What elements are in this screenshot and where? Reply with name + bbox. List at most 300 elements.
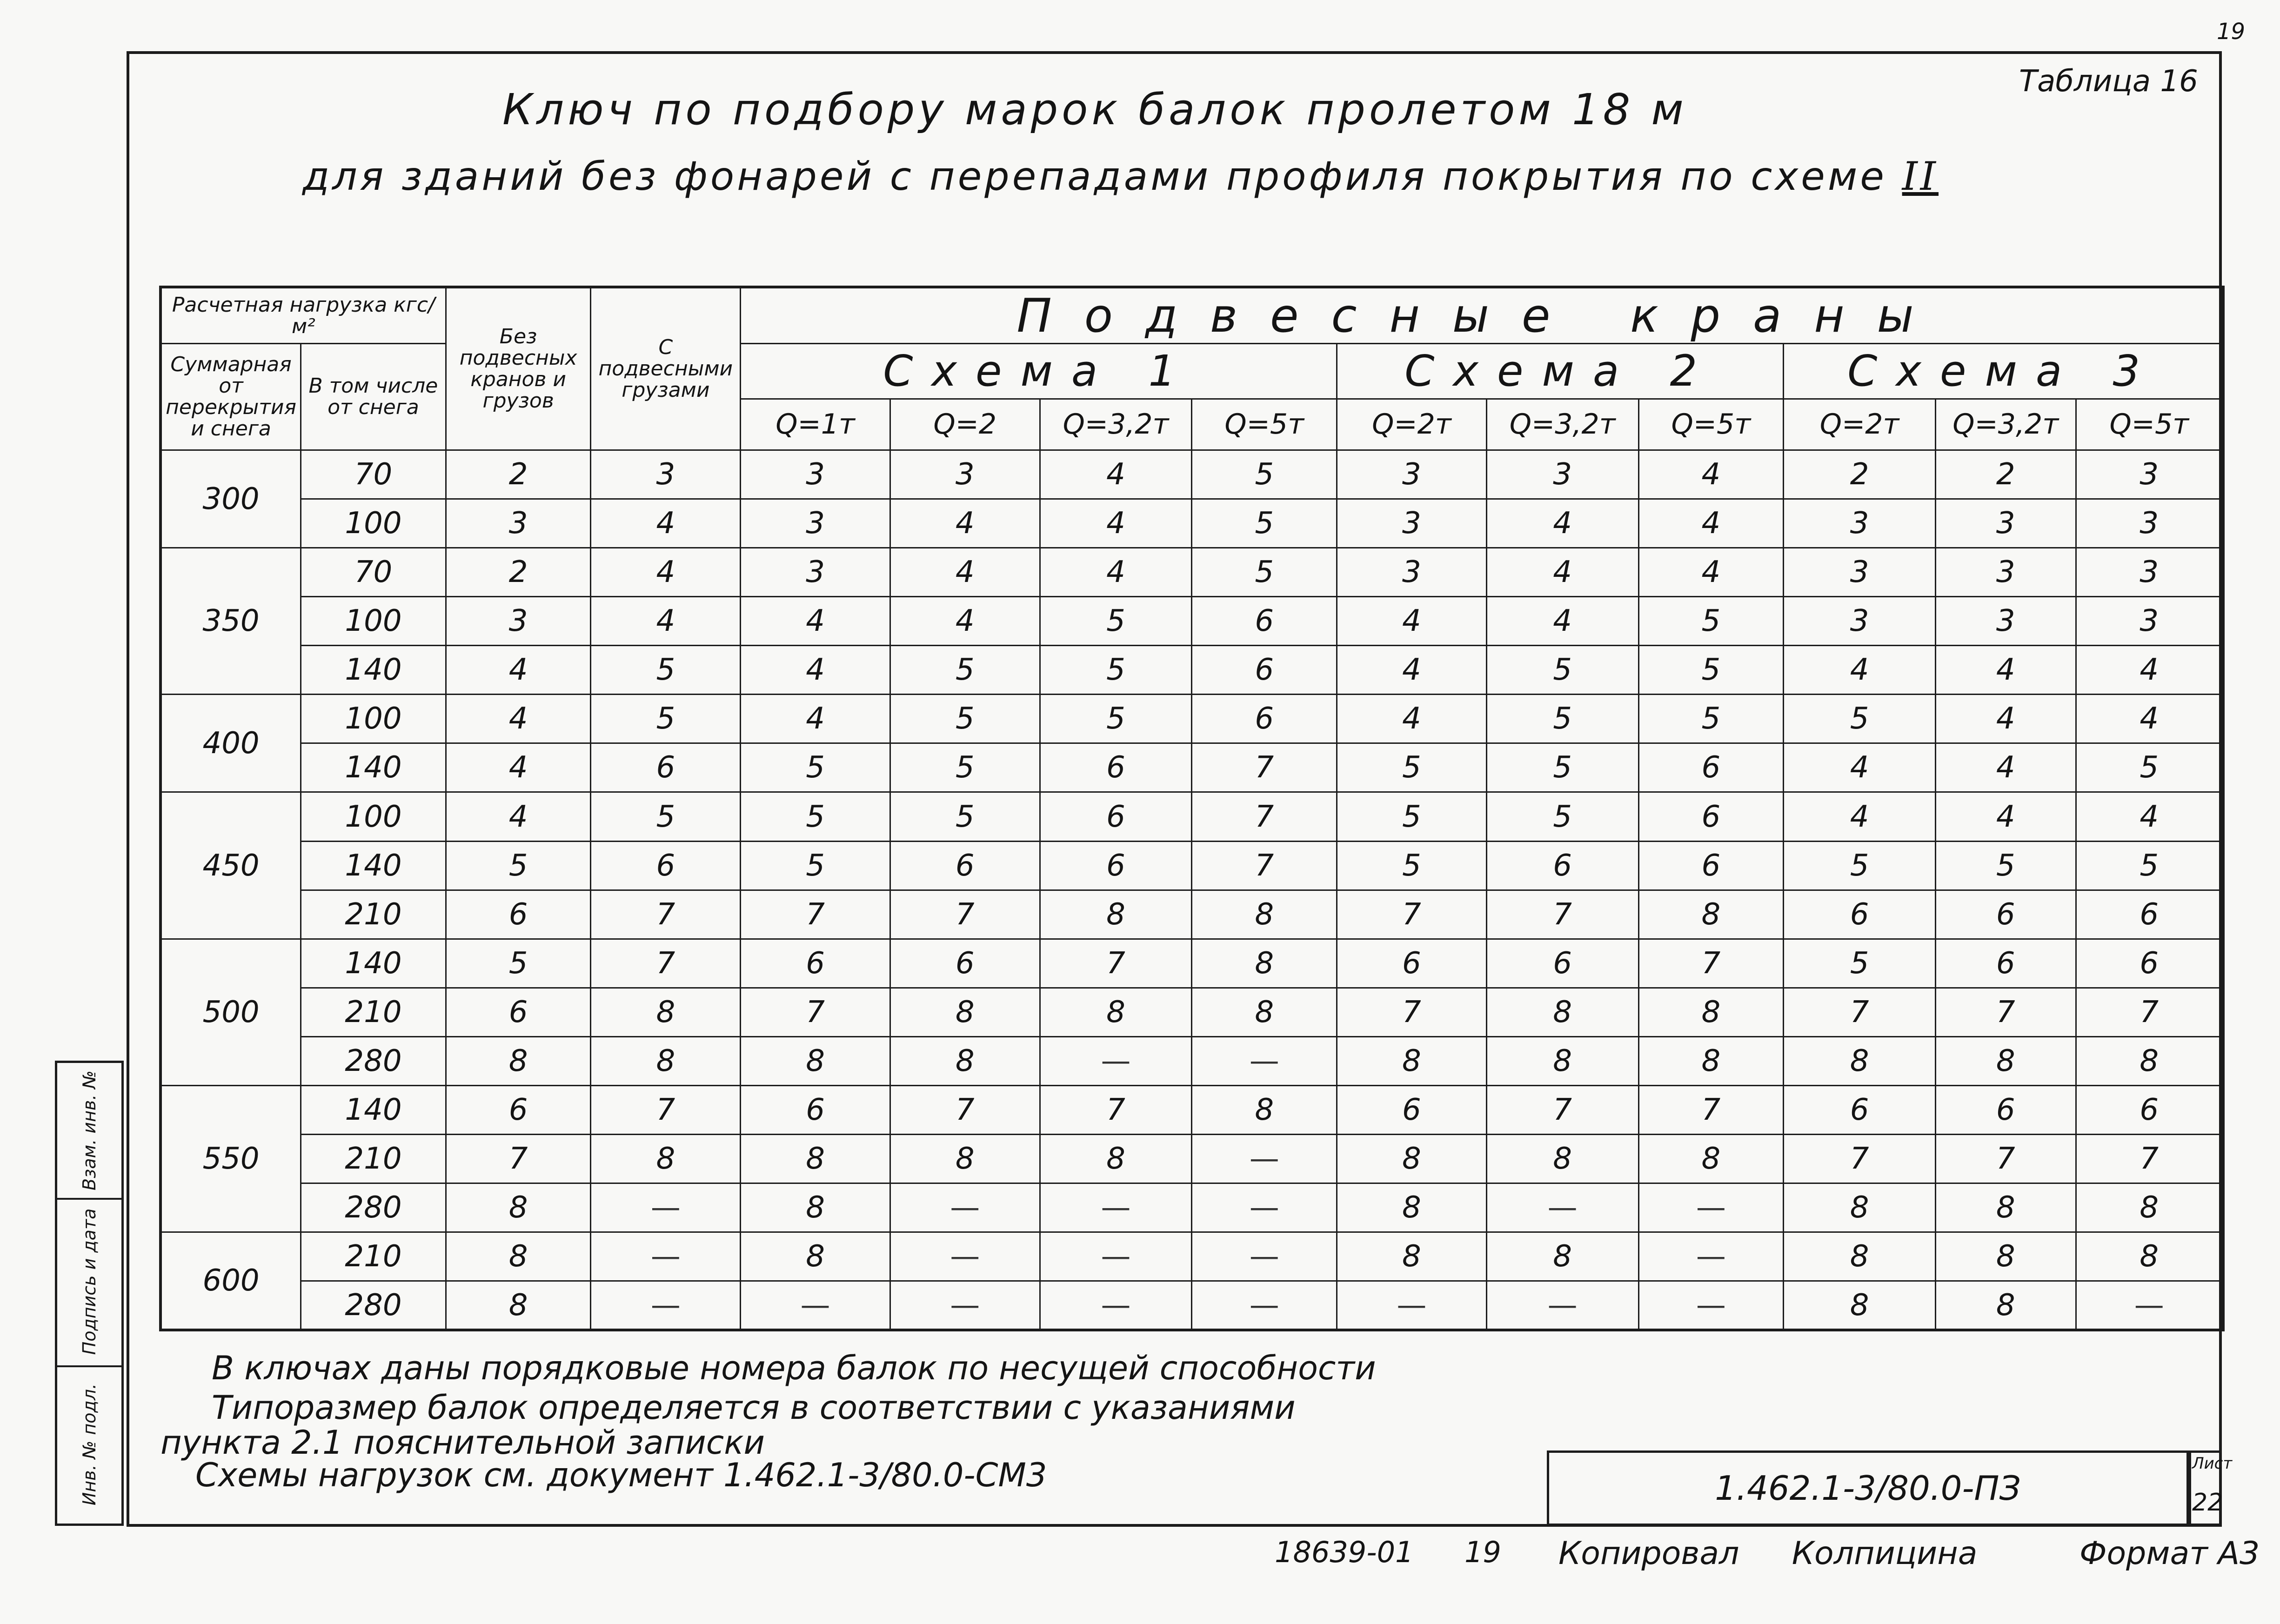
total-load-cell: 450 xyxy=(160,792,301,939)
snow-load-cell: 210 xyxy=(301,1135,446,1183)
beam-number-cell: 8 xyxy=(1337,1183,1487,1232)
table-row xyxy=(160,988,2223,1036)
beam-number-cell: 5 xyxy=(1040,695,1192,743)
side-cell xyxy=(57,1063,121,1200)
beam-number-cell: 8 xyxy=(1935,1281,2076,1330)
beam-number-cell: 3 xyxy=(446,499,591,548)
beam-number-cell: 5 xyxy=(446,841,591,890)
footer-page: 19 xyxy=(1464,1535,1501,1569)
header-with-loads: С подвесными грузами xyxy=(591,287,741,450)
beam-number-cell: 5 xyxy=(1638,597,1784,646)
beam-number-cell: 8 xyxy=(1784,1036,1936,1085)
beam-number-cell: 8 xyxy=(1935,1232,2076,1281)
beam-number-cell: 6 xyxy=(446,1085,591,1134)
beam-number-cell: 8 xyxy=(591,1135,741,1183)
beam-number-cell: 3 xyxy=(1935,548,2076,597)
table-row xyxy=(160,1281,2223,1330)
beam-number-cell: — xyxy=(591,1232,741,1281)
beam-number-cell: — xyxy=(591,1281,741,1330)
total-load-cell: 350 xyxy=(160,548,301,695)
beam-number-cell: 7 xyxy=(591,1085,741,1134)
beam-number-cell: 4 xyxy=(1935,792,2076,841)
beam-number-cell: 3 xyxy=(1935,597,2076,646)
beam-number-cell: 5 xyxy=(741,743,890,792)
header-cranes: Подвесные краны xyxy=(741,287,2223,344)
beam-number-cell: — xyxy=(591,1183,741,1232)
document-code: 1.462.1-3/80.0-ПЗ xyxy=(1715,1469,2021,1508)
beam-number-cell: 5 xyxy=(890,646,1040,695)
beam-number-cell: 8 xyxy=(1337,1232,1487,1281)
beam-number-cell: 4 xyxy=(446,792,591,841)
beam-number-cell: 6 xyxy=(1638,792,1784,841)
beam-number-cell: 4 xyxy=(1040,499,1192,548)
footer-format: Формат А3 xyxy=(2079,1535,2260,1572)
beam-number-cell: 4 xyxy=(1935,646,2076,695)
beam-number-cell: 7 xyxy=(1337,988,1487,1036)
beam-number-cell: 8 xyxy=(1192,939,1337,988)
beam-number-cell: 6 xyxy=(1784,1085,1936,1134)
beam-number-cell: — xyxy=(890,1232,1040,1281)
beam-number-cell: 5 xyxy=(890,743,1040,792)
header-scheme-1: Схема 1 xyxy=(741,344,1337,399)
note-2: Типоразмер балок определяется в соответствии с указаниями xyxy=(212,1389,1296,1427)
beam-number-cell: 4 xyxy=(2076,695,2223,743)
beam-number-cell: — xyxy=(1486,1281,1638,1330)
table-row xyxy=(160,1036,2223,1085)
title-line-2-text: для зданий без фонарей с перепадами профиля покрытия по схеме xyxy=(302,154,1887,199)
beam-number-cell: — xyxy=(2076,1281,2223,1330)
header-capacity: Q=5т xyxy=(2076,399,2223,450)
beam-number-cell: 8 xyxy=(446,1183,591,1232)
table-row xyxy=(160,743,2223,792)
beam-number-cell: — xyxy=(1638,1232,1784,1281)
snow-load-cell: 100 xyxy=(301,597,446,646)
page-mark: 19 xyxy=(2217,19,2246,45)
sheet-label: Лист xyxy=(2192,1454,2233,1473)
beam-number-cell: 5 xyxy=(1638,646,1784,695)
title-line-1: Ключ по подбору марок балок пролетом 18 м xyxy=(502,85,1687,134)
beam-number-cell: 3 xyxy=(1486,450,1638,499)
beam-number-cell: 7 xyxy=(446,1135,591,1183)
beam-number-cell: 3 xyxy=(2076,548,2223,597)
beam-number-cell: 5 xyxy=(1784,695,1936,743)
snow-load-cell: 280 xyxy=(301,1036,446,1085)
beam-number-cell: 5 xyxy=(1935,841,2076,890)
beam-number-cell: 8 xyxy=(890,1036,1040,1085)
footer-code-number: 18639-01 xyxy=(1275,1535,1414,1569)
beam-number-cell: 8 xyxy=(741,1232,890,1281)
beam-number-cell: 5 xyxy=(1192,548,1337,597)
beam-number-cell: 4 xyxy=(1935,743,2076,792)
snow-load-cell: 140 xyxy=(301,646,446,695)
table-row xyxy=(160,499,2223,548)
beam-number-cell: 8 xyxy=(1784,1183,1936,1232)
table-row xyxy=(160,841,2223,890)
beam-number-cell: 6 xyxy=(1192,695,1337,743)
beam-number-cell: 8 xyxy=(1040,890,1192,939)
beam-number-cell: 8 xyxy=(2076,1036,2223,1085)
beam-number-cell: 8 xyxy=(1337,1036,1487,1085)
beam-number-cell: 2 xyxy=(446,548,591,597)
beam-number-cell: 8 xyxy=(1486,1036,1638,1085)
scheme-numeral: II xyxy=(1902,154,1939,199)
table-row xyxy=(160,597,2223,646)
beam-number-cell: 7 xyxy=(1638,939,1784,988)
beam-number-cell: 6 xyxy=(1192,646,1337,695)
beam-number-cell: — xyxy=(1638,1183,1784,1232)
beam-number-cell: 4 xyxy=(1337,597,1487,646)
beam-number-cell: 7 xyxy=(2076,1135,2223,1183)
total-load-cell: 550 xyxy=(160,1085,301,1232)
header-snow: В том числе от снега xyxy=(301,344,446,450)
beam-number-cell: 5 xyxy=(1486,743,1638,792)
snow-load-cell: 100 xyxy=(301,499,446,548)
beam-number-cell: 6 xyxy=(1638,841,1784,890)
beam-number-cell: — xyxy=(741,1281,890,1330)
beam-number-cell: 7 xyxy=(1486,1085,1638,1134)
beam-number-cell: 5 xyxy=(741,841,890,890)
beam-number-cell: 4 xyxy=(1638,499,1784,548)
table-row xyxy=(160,1085,2223,1134)
header-capacity: Q=3,2т xyxy=(1935,399,2076,450)
beam-number-cell: 8 xyxy=(1337,1135,1487,1183)
beam-number-cell: 6 xyxy=(1935,1085,2076,1134)
header-capacity: Q=3,2т xyxy=(1040,399,1192,450)
beam-number-cell: 8 xyxy=(1784,1232,1936,1281)
beam-number-cell: 4 xyxy=(741,695,890,743)
beam-number-cell: 2 xyxy=(446,450,591,499)
beam-number-cell: 5 xyxy=(1784,841,1936,890)
beam-number-cell: 5 xyxy=(1486,695,1638,743)
beam-number-cell: — xyxy=(890,1183,1040,1232)
header-capacity: Q=2 xyxy=(890,399,1040,450)
beam-number-cell: 7 xyxy=(1337,890,1487,939)
header-capacity: Q=3,2т xyxy=(1486,399,1638,450)
beam-number-cell: 3 xyxy=(890,450,1040,499)
beam-number-cell: 6 xyxy=(591,841,741,890)
footer-copied xyxy=(1558,1535,1977,1572)
title-line-2 xyxy=(302,154,1939,199)
beam-number-cell: — xyxy=(1040,1232,1192,1281)
note-3: пункта 2.1 пояснительной записки xyxy=(160,1424,765,1462)
beam-number-cell: 4 xyxy=(741,597,890,646)
beam-number-cell: — xyxy=(890,1281,1040,1330)
footer-code xyxy=(1275,1535,1501,1569)
beam-number-cell: 6 xyxy=(1486,841,1638,890)
beam-number-cell: 7 xyxy=(1192,792,1337,841)
beam-number-cell: 3 xyxy=(1337,548,1487,597)
beam-number-cell: 5 xyxy=(741,792,890,841)
beam-number-cell: 4 xyxy=(1784,792,1936,841)
note-1: В ключах даны порядковые номера балок по несущей способности xyxy=(212,1349,1376,1387)
table-row xyxy=(160,792,2223,841)
beam-number-cell: 6 xyxy=(741,1085,890,1134)
beam-number-cell: 7 xyxy=(1192,841,1337,890)
beam-number-cell: 8 xyxy=(591,988,741,1036)
beam-number-cell: 4 xyxy=(591,548,741,597)
beam-number-cell: 8 xyxy=(1040,1135,1192,1183)
beam-number-cell: 6 xyxy=(1040,792,1192,841)
header-capacity: Q=1т xyxy=(741,399,890,450)
beam-number-cell: 5 xyxy=(890,695,1040,743)
beam-number-cell: 8 xyxy=(446,1232,591,1281)
beam-number-cell: — xyxy=(1486,1183,1638,1232)
table-row xyxy=(160,890,2223,939)
beam-number-cell: 8 xyxy=(1638,890,1784,939)
beam-number-cell: 8 xyxy=(591,1036,741,1085)
side-strip-text: Взам. инв. № xyxy=(79,1070,100,1191)
beam-number-cell: 7 xyxy=(2076,988,2223,1036)
beam-number-cell: 7 xyxy=(1192,743,1337,792)
beam-number-cell: 7 xyxy=(890,890,1040,939)
header-capacity: Q=2т xyxy=(1784,399,1936,450)
beam-number-cell: 8 xyxy=(1638,1135,1784,1183)
beam-number-cell: 4 xyxy=(1337,695,1487,743)
beam-number-cell: 7 xyxy=(591,890,741,939)
total-load-cell: 400 xyxy=(160,695,301,792)
beam-number-cell: 7 xyxy=(1935,1135,2076,1183)
table-row xyxy=(160,939,2223,988)
beam-number-cell: 4 xyxy=(1784,743,1936,792)
beam-number-cell: 6 xyxy=(890,841,1040,890)
beam-number-cell: 4 xyxy=(591,597,741,646)
beam-number-cell: 6 xyxy=(446,890,591,939)
beam-number-cell: 4 xyxy=(1040,548,1192,597)
beam-number-cell: 8 xyxy=(1935,1036,2076,1085)
beam-number-cell: 4 xyxy=(446,646,591,695)
header-capacity: Q=5т xyxy=(1638,399,1784,450)
beam-number-cell: 4 xyxy=(2076,646,2223,695)
beam-number-cell: 5 xyxy=(1337,792,1487,841)
beam-number-cell: 8 xyxy=(2076,1232,2223,1281)
side-strip-text: Инв. № подл. xyxy=(79,1383,100,1506)
beam-number-cell: 3 xyxy=(1784,499,1936,548)
beam-number-cell: 5 xyxy=(890,792,1040,841)
beam-number-cell: 6 xyxy=(741,939,890,988)
beam-number-cell: — xyxy=(1192,1281,1337,1330)
side-cell xyxy=(57,1198,121,1367)
beam-number-cell: 6 xyxy=(1040,743,1192,792)
beam-number-cell: 8 xyxy=(741,1135,890,1183)
beam-number-cell: 8 xyxy=(1486,988,1638,1036)
snow-load-cell: 140 xyxy=(301,841,446,890)
beam-number-cell: 3 xyxy=(741,450,890,499)
beam-number-cell: 6 xyxy=(1486,939,1638,988)
header-scheme-2: Схема 2 xyxy=(1337,344,1784,399)
beam-number-cell: 5 xyxy=(591,695,741,743)
beam-number-cell: — xyxy=(1337,1281,1487,1330)
beam-number-cell: 6 xyxy=(1337,1085,1487,1134)
beam-number-cell: 2 xyxy=(1935,450,2076,499)
beam-number-cell: 7 xyxy=(890,1085,1040,1134)
beam-number-cell: 6 xyxy=(1337,939,1487,988)
beam-number-cell: 7 xyxy=(1486,890,1638,939)
beam-number-cell: 8 xyxy=(741,1183,890,1232)
snow-load-cell: 210 xyxy=(301,890,446,939)
beam-number-cell: 6 xyxy=(1040,841,1192,890)
snow-load-cell: 140 xyxy=(301,743,446,792)
side-strip xyxy=(55,1061,124,1526)
beam-number-cell: 4 xyxy=(446,743,591,792)
beam-number-cell: 4 xyxy=(890,499,1040,548)
beam-number-cell: 8 xyxy=(2076,1183,2223,1232)
footer-copier: Колпицина xyxy=(1792,1535,1978,1572)
snow-load-cell: 140 xyxy=(301,1085,446,1134)
beam-number-cell: 8 xyxy=(446,1036,591,1085)
snow-load-cell: 100 xyxy=(301,695,446,743)
beam-number-cell: 7 xyxy=(1784,1135,1936,1183)
total-load-cell: 600 xyxy=(160,1232,301,1330)
beam-number-cell: 8 xyxy=(890,1135,1040,1183)
snow-load-cell: 140 xyxy=(301,939,446,988)
beam-number-cell: 4 xyxy=(1040,450,1192,499)
beam-number-cell: 5 xyxy=(1040,597,1192,646)
beam-number-cell: 8 xyxy=(1784,1281,1936,1330)
beam-number-cell: 7 xyxy=(591,939,741,988)
beam-number-cell: 4 xyxy=(1638,450,1784,499)
beam-number-cell: — xyxy=(1040,1036,1192,1085)
beam-number-cell: — xyxy=(1192,1232,1337,1281)
beam-number-cell: 4 xyxy=(1337,646,1487,695)
snow-load-cell: 280 xyxy=(301,1183,446,1232)
beam-number-cell: 4 xyxy=(446,695,591,743)
snow-load-cell: 210 xyxy=(301,988,446,1036)
beam-number-cell: 8 xyxy=(446,1281,591,1330)
beam-number-cell: 4 xyxy=(1935,695,2076,743)
beam-number-cell: 7 xyxy=(1040,1085,1192,1134)
beam-number-cell: 7 xyxy=(1638,1085,1784,1134)
beam-number-cell: — xyxy=(1040,1281,1192,1330)
beam-number-cell: 5 xyxy=(1784,939,1936,988)
beam-number-cell: — xyxy=(1192,1183,1337,1232)
beam-number-cell: 7 xyxy=(741,890,890,939)
table-row xyxy=(160,548,2223,597)
footer-copied-label: Копировал xyxy=(1558,1535,1739,1572)
beam-number-cell: 6 xyxy=(591,743,741,792)
beam-number-cell: 8 xyxy=(741,1036,890,1085)
beam-number-cell: — xyxy=(1040,1183,1192,1232)
header-capacity: Q=2т xyxy=(1337,399,1487,450)
table-label: Таблица 16 xyxy=(2019,64,2198,99)
beam-number-cell: 7 xyxy=(741,988,890,1036)
beam-number-cell: 4 xyxy=(1638,548,1784,597)
beam-number-cell: 4 xyxy=(890,597,1040,646)
beam-number-cell: 5 xyxy=(1040,646,1192,695)
beam-number-cell: 5 xyxy=(1337,841,1487,890)
beam-number-cell: 2 xyxy=(1784,450,1936,499)
table-row xyxy=(160,1183,2223,1232)
snow-load-cell: 100 xyxy=(301,792,446,841)
table-row xyxy=(160,1135,2223,1183)
sheet-number: 22 xyxy=(2192,1489,2223,1517)
beam-number-cell: 4 xyxy=(1486,548,1638,597)
beam-number-cell: 3 xyxy=(591,450,741,499)
beam-number-cell: 3 xyxy=(1784,548,1936,597)
side-cell xyxy=(57,1365,121,1524)
beam-number-cell: — xyxy=(1192,1036,1337,1085)
header-scheme-3: Схема 3 xyxy=(1784,344,2223,399)
beam-number-cell: 6 xyxy=(1638,743,1784,792)
beam-number-cell: 5 xyxy=(446,939,591,988)
beam-number-cell: 4 xyxy=(1486,499,1638,548)
beam-number-cell: — xyxy=(1192,1135,1337,1183)
beam-number-cell: 6 xyxy=(2076,890,2223,939)
beam-number-cell: 4 xyxy=(2076,792,2223,841)
beam-number-cell: 6 xyxy=(2076,1085,2223,1134)
snow-load-cell: 70 xyxy=(301,450,446,499)
table-row xyxy=(160,1232,2223,1281)
beam-number-cell: 8 xyxy=(1638,988,1784,1036)
total-load-cell: 300 xyxy=(160,450,301,548)
beam-number-cell: 8 xyxy=(1486,1135,1638,1183)
beam-number-cell: 7 xyxy=(1935,988,2076,1036)
beam-number-cell: 3 xyxy=(741,499,890,548)
beam-number-cell: 8 xyxy=(1638,1036,1784,1085)
beam-number-cell: 3 xyxy=(1337,499,1487,548)
beam-number-cell: 7 xyxy=(1784,988,1936,1036)
table-row xyxy=(160,646,2223,695)
beam-number-cell: 8 xyxy=(1192,890,1337,939)
header-load-group: Расчетная нагрузка кгс/м² xyxy=(160,287,446,344)
total-load-cell: 500 xyxy=(160,939,301,1085)
beam-number-cell: 5 xyxy=(1337,743,1487,792)
beam-number-cell: 3 xyxy=(446,597,591,646)
snow-load-cell: 210 xyxy=(301,1232,446,1281)
beam-number-cell: 5 xyxy=(2076,743,2223,792)
snow-load-cell: 70 xyxy=(301,548,446,597)
document-code-stamp xyxy=(1547,1450,2189,1526)
beam-number-cell: 6 xyxy=(2076,939,2223,988)
beam-number-cell: 5 xyxy=(591,646,741,695)
beam-number-cell: 4 xyxy=(1784,646,1936,695)
beam-number-cell: 6 xyxy=(1192,597,1337,646)
beam-number-cell: 3 xyxy=(1935,499,2076,548)
beam-number-cell: 5 xyxy=(1638,695,1784,743)
beam-number-cell: — xyxy=(1638,1281,1784,1330)
header-total: Суммарная от перекрытия и снега xyxy=(160,344,301,450)
beam-number-cell: 6 xyxy=(446,988,591,1036)
beam-number-cell: 8 xyxy=(1040,988,1192,1036)
beam-number-cell: 3 xyxy=(1337,450,1487,499)
beam-number-cell: 3 xyxy=(2076,597,2223,646)
header-capacity: Q=5т xyxy=(1192,399,1337,450)
table-row xyxy=(160,695,2223,743)
beam-number-cell: 5 xyxy=(591,792,741,841)
beam-number-cell: 3 xyxy=(741,548,890,597)
beam-number-cell: 5 xyxy=(1486,646,1638,695)
key-table xyxy=(159,286,2225,1331)
beam-number-cell: 3 xyxy=(2076,499,2223,548)
beam-number-cell: 6 xyxy=(1784,890,1936,939)
beam-number-cell: 3 xyxy=(1784,597,1936,646)
beam-number-cell: 5 xyxy=(1192,450,1337,499)
beam-number-cell: 4 xyxy=(890,548,1040,597)
beam-number-cell: 8 xyxy=(1486,1232,1638,1281)
beam-number-cell: 4 xyxy=(591,499,741,548)
side-strip-text: Подпись и дата xyxy=(79,1208,100,1355)
beam-number-cell: 8 xyxy=(890,988,1040,1036)
snow-load-cell: 280 xyxy=(301,1281,446,1330)
beam-number-cell: 4 xyxy=(741,646,890,695)
beam-number-cell: 4 xyxy=(1486,597,1638,646)
beam-number-cell: 6 xyxy=(1935,890,2076,939)
beam-number-cell: 6 xyxy=(890,939,1040,988)
note-4: Схемы нагрузок см. документ 1.462.1-3/80.0-СМ3 xyxy=(195,1456,1047,1494)
beam-number-cell: 5 xyxy=(2076,841,2223,890)
beam-number-cell: 5 xyxy=(1192,499,1337,548)
beam-number-cell: 6 xyxy=(1935,939,2076,988)
beam-number-cell: 7 xyxy=(1040,939,1192,988)
